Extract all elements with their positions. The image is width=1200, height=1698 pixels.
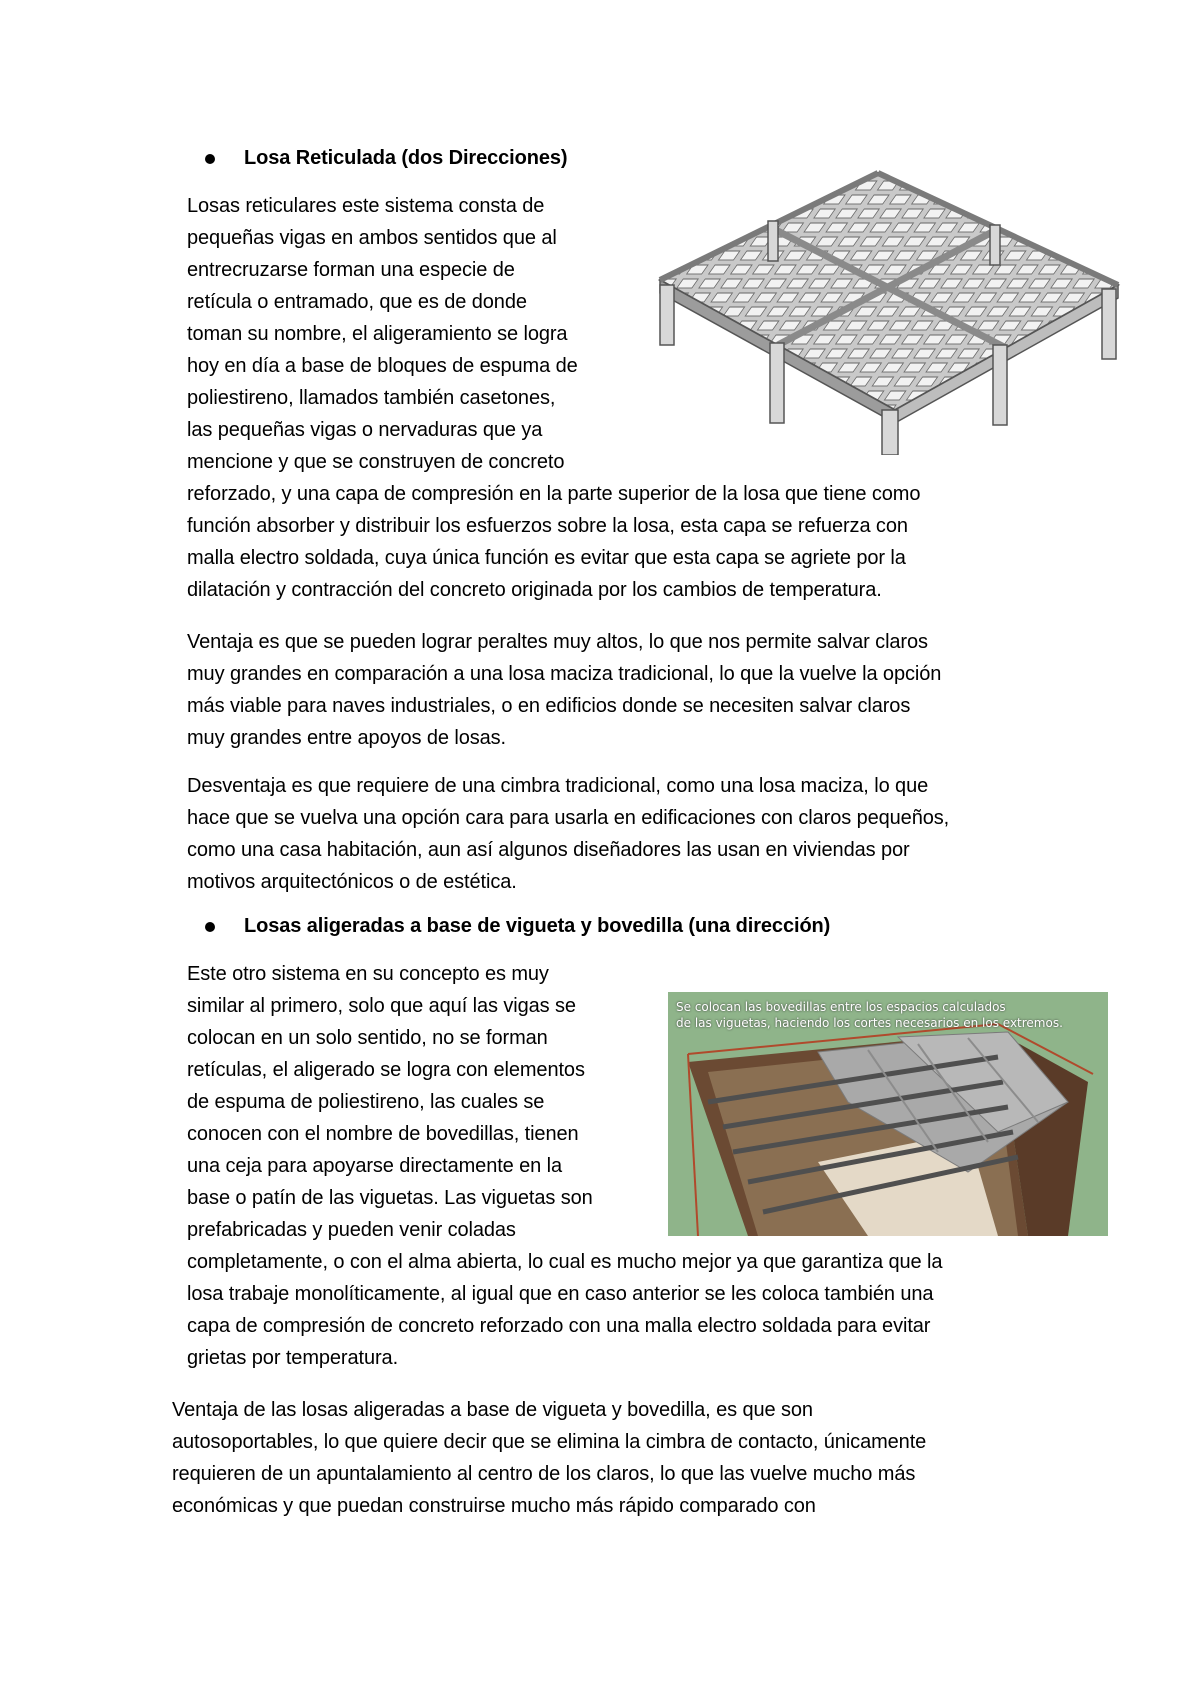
render-caption-line-1: de las viguetas, haciendo los cortes necesarios en los extremos. <box>676 1016 1063 1030</box>
waffle-slab-illustration <box>650 165 1125 455</box>
s2-full-3: grietas por temperatura. <box>187 1347 399 1369</box>
waffle-slab-svg <box>650 165 1125 455</box>
s1-full-1: función absorber y distribuir los esfuerzos sobre la losa, esta capa se refuerza con <box>187 515 908 537</box>
render-caption-line-0: Se colocan las bovedillas entre los espacios calculados <box>676 1000 1006 1014</box>
s1-wrap-0: Losas reticulares este sistema consta de <box>187 195 545 217</box>
s1-adv-0: Ventaja es que se pueden lograr peraltes muy altos, lo que nos permite salvar claros <box>187 631 928 653</box>
s2-wrap-5: conocen con el nombre de bovedillas, tienen <box>187 1123 579 1145</box>
s1-adv-3: muy grandes entre apoyos de losas. <box>187 727 507 749</box>
section2-heading: Losas aligeradas a base de vigueta y bovedilla (una dirección) <box>244 915 831 937</box>
s1-wrap-8: mencione y que se construyen de concreto <box>187 451 565 473</box>
s1-full-2: malla electro soldada, cuya única función es evitar que esta capa se agriete por la <box>187 547 906 569</box>
bullet-1 <box>205 154 215 164</box>
s1-full-3: dilatación y contracción del concreto originada por los cambios de temperatura. <box>187 579 882 601</box>
section1-heading: Losa Reticulada (dos Direcciones) <box>244 147 568 169</box>
bullet-2 <box>205 922 215 932</box>
s1-wrap-7: las pequeñas vigas o nervaduras que ya <box>187 419 543 441</box>
s2-full-0: completamente, o con el alma abierta, lo cual es mucho mejor ya que garantiza que la <box>187 1251 943 1273</box>
s1-dis-3: motivos arquitectónicos o de estética. <box>187 871 517 893</box>
s2-wrap-3: retículas, el aligerado se logra con elementos <box>187 1059 585 1081</box>
s1-adv-2: más viable para naves industriales, o en edificios donde se necesiten salvar claros <box>187 695 911 717</box>
s2-wrap-7: base o patín de las viguetas. Las viguetas son <box>187 1187 593 1209</box>
s1-dis-1: hace que se vuelva una opción cara para usarla en edificaciones con claros pequeños, <box>187 807 950 829</box>
s1-wrap-5: hoy en día a base de bloques de espuma de <box>187 355 578 377</box>
s2-wrap-8: prefabricadas y pueden venir coladas <box>187 1219 516 1241</box>
s2-wrap-2: colocan en un solo sentido, no se forman <box>187 1027 548 1049</box>
s2-full-2: capa de compresión de concreto reforzado con una malla electro soldada para evitar <box>187 1315 931 1337</box>
s1-wrap-3: retícula o entramado, que es de donde <box>187 291 527 313</box>
s1-wrap-2: entrecruzarse forman una especie de <box>187 259 515 281</box>
s2-wrap-0: Este otro sistema en su concepto es muy <box>187 963 549 985</box>
s1-full-0: reforzado, y una capa de compresión en la parte superior de la losa que tiene como <box>187 483 921 505</box>
s1-adv-1: muy grandes en comparación a una losa maciza tradicional, lo que la vuelve la opción <box>187 663 942 685</box>
s2-full-1: losa trabaje monolíticamente, al igual que en caso anterior se les coloca también una <box>187 1283 934 1305</box>
s2-wrap-6: una ceja para apoyarse directamente en la <box>187 1155 563 1177</box>
s2-adv-3: económicas y que puedan construirse mucho más rápido comparado con <box>172 1495 816 1517</box>
s2-adv-1: autosoportables, lo que quiere decir que se elimina la cimbra de contacto, únicamente <box>172 1431 927 1453</box>
s2-adv-2: requieren de un apuntalamiento al centro de los claros, lo que las vuelve mucho más <box>172 1463 916 1485</box>
s1-wrap-1: pequeñas vigas en ambos sentidos que al <box>187 227 557 249</box>
vigueta-bovedilla-render <box>668 992 1108 1236</box>
s2-wrap-4: de espuma de poliestireno, las cuales se <box>187 1091 545 1113</box>
s1-dis-2: como una casa habitación, aun así algunos diseñadores las usan en viviendas por <box>187 839 910 861</box>
s1-dis-0: Desventaja es que requiere de una cimbra tradicional, como una losa maciza, lo que <box>187 775 929 797</box>
s2-adv-0: Ventaja de las losas aligeradas a base de vigueta y bovedilla, es que son <box>172 1399 813 1421</box>
s1-wrap-4: toman su nombre, el aligeramiento se logra <box>187 323 568 345</box>
s2-wrap-1: similar al primero, solo que aquí las vigas se <box>187 995 576 1017</box>
s1-wrap-6: poliestireno, llamados también casetones, <box>187 387 556 409</box>
